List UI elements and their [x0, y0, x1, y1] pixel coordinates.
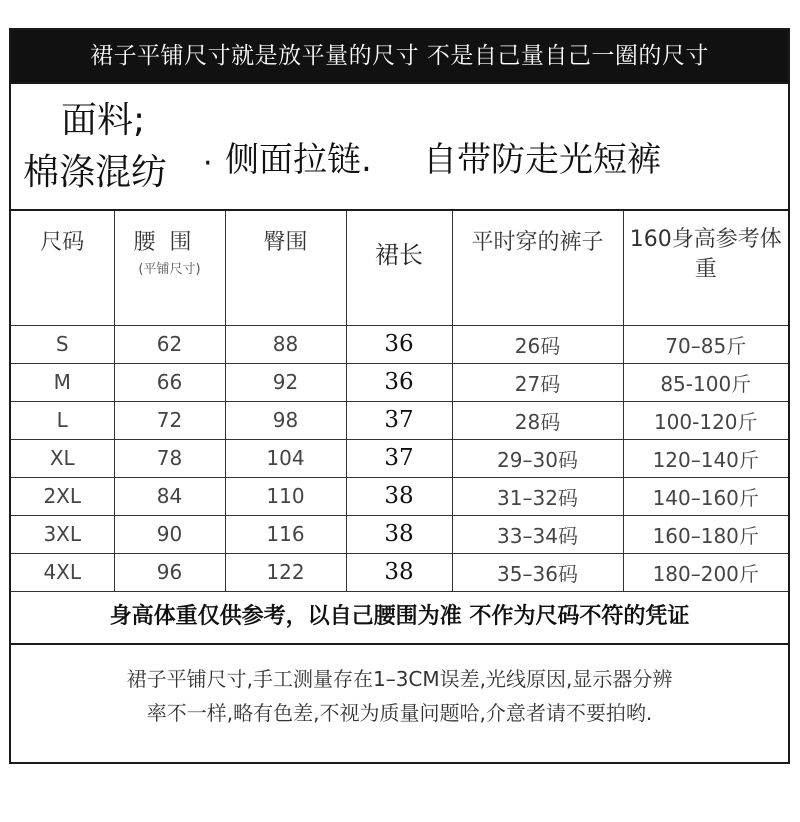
cell-size: L — [11, 401, 114, 439]
table-row — [11, 515, 788, 553]
cell-weight: 100-120斤 — [623, 401, 788, 439]
header-waist-label: 腰围 — [133, 230, 206, 255]
cell-hip: 110 — [225, 477, 346, 515]
size-chart-sheet — [9, 28, 790, 764]
table-row — [11, 325, 788, 363]
reference-notice: 身高体重仅供参考，以自己腰围为准 不作为尺码不符的凭证 — [11, 590, 788, 645]
material-separator: · — [203, 146, 213, 181]
disclaimer-line-1: 裙子平铺尺寸,手工测量存在1–3CM误差,光线原因,显示器分辨 — [126, 667, 673, 691]
cell-pants-size: 26码 — [452, 325, 623, 363]
size-table — [11, 211, 788, 592]
cell-length: 37 — [346, 439, 452, 477]
cell-pants-size: 35–36码 — [452, 553, 623, 591]
table-row — [11, 363, 788, 401]
table-row — [11, 401, 788, 439]
cell-size: 3XL — [11, 515, 114, 553]
cell-length: 38 — [346, 515, 452, 553]
cell-pants-size: 33–34码 — [452, 515, 623, 553]
cell-waist: 90 — [114, 515, 225, 553]
cell-hip: 122 — [225, 553, 346, 591]
cell-waist: 96 — [114, 553, 225, 591]
table-header-row — [11, 211, 788, 325]
header-banner: 裙子平铺尺寸就是放平量的尺寸 不是自己量自己一圈的尺寸 — [11, 30, 788, 82]
header-pants-size: 平时穿的裤子 — [452, 211, 623, 325]
cell-waist: 66 — [114, 363, 225, 401]
header-length: 裙长 — [346, 211, 452, 325]
cell-weight: 85-100斤 — [623, 363, 788, 401]
cell-size: XL — [11, 439, 114, 477]
cell-waist: 62 — [114, 325, 225, 363]
cell-weight: 180–200斤 — [623, 553, 788, 591]
cell-size: 4XL — [11, 553, 114, 591]
cell-hip: 98 — [225, 401, 346, 439]
header-size: 尺码 — [11, 211, 114, 325]
header-waist-note: (平铺尺寸) — [138, 262, 201, 277]
cell-pants-size: 29–30码 — [452, 439, 623, 477]
cell-size: 2XL — [11, 477, 114, 515]
cell-length: 36 — [346, 363, 452, 401]
cell-size: M — [11, 363, 114, 401]
cell-waist: 72 — [114, 401, 225, 439]
cell-length: 37 — [346, 401, 452, 439]
cell-length: 36 — [346, 325, 452, 363]
header-reference-weight: 160身高参考体重 — [623, 211, 788, 325]
material-label: 面料; — [61, 100, 146, 141]
material-section — [11, 82, 788, 211]
disclaimer-line-2: 率不一样,略有色差,不视为质量问题哈,介意者请不要拍哟. — [146, 701, 653, 725]
built-in-shorts-note: 自带防走光短裤 — [423, 140, 661, 180]
cell-pants-size: 27码 — [452, 363, 623, 401]
cell-weight: 70–85斤 — [623, 325, 788, 363]
cell-waist: 78 — [114, 439, 225, 477]
table-row — [11, 439, 788, 477]
cell-length: 38 — [346, 553, 452, 591]
cell-hip: 88 — [225, 325, 346, 363]
cell-size: S — [11, 325, 114, 363]
header-waist — [114, 211, 225, 325]
header-hip: 臀围 — [225, 211, 346, 325]
cell-pants-size: 31–32码 — [452, 477, 623, 515]
cell-weight: 140–160斤 — [623, 477, 788, 515]
table-row — [11, 477, 788, 515]
cell-weight: 120–140斤 — [623, 439, 788, 477]
cell-hip: 116 — [225, 515, 346, 553]
material-value: 棉涤混纺 — [23, 152, 168, 193]
cell-hip: 104 — [225, 439, 346, 477]
table-row — [11, 553, 788, 591]
cell-weight: 160–180斤 — [623, 515, 788, 553]
measurement-disclaimer — [11, 662, 788, 730]
cell-length: 38 — [346, 477, 452, 515]
cell-hip: 92 — [225, 363, 346, 401]
side-zipper-note: 侧面拉链. — [225, 140, 372, 180]
cell-pants-size: 28码 — [452, 401, 623, 439]
cell-waist: 84 — [114, 477, 225, 515]
